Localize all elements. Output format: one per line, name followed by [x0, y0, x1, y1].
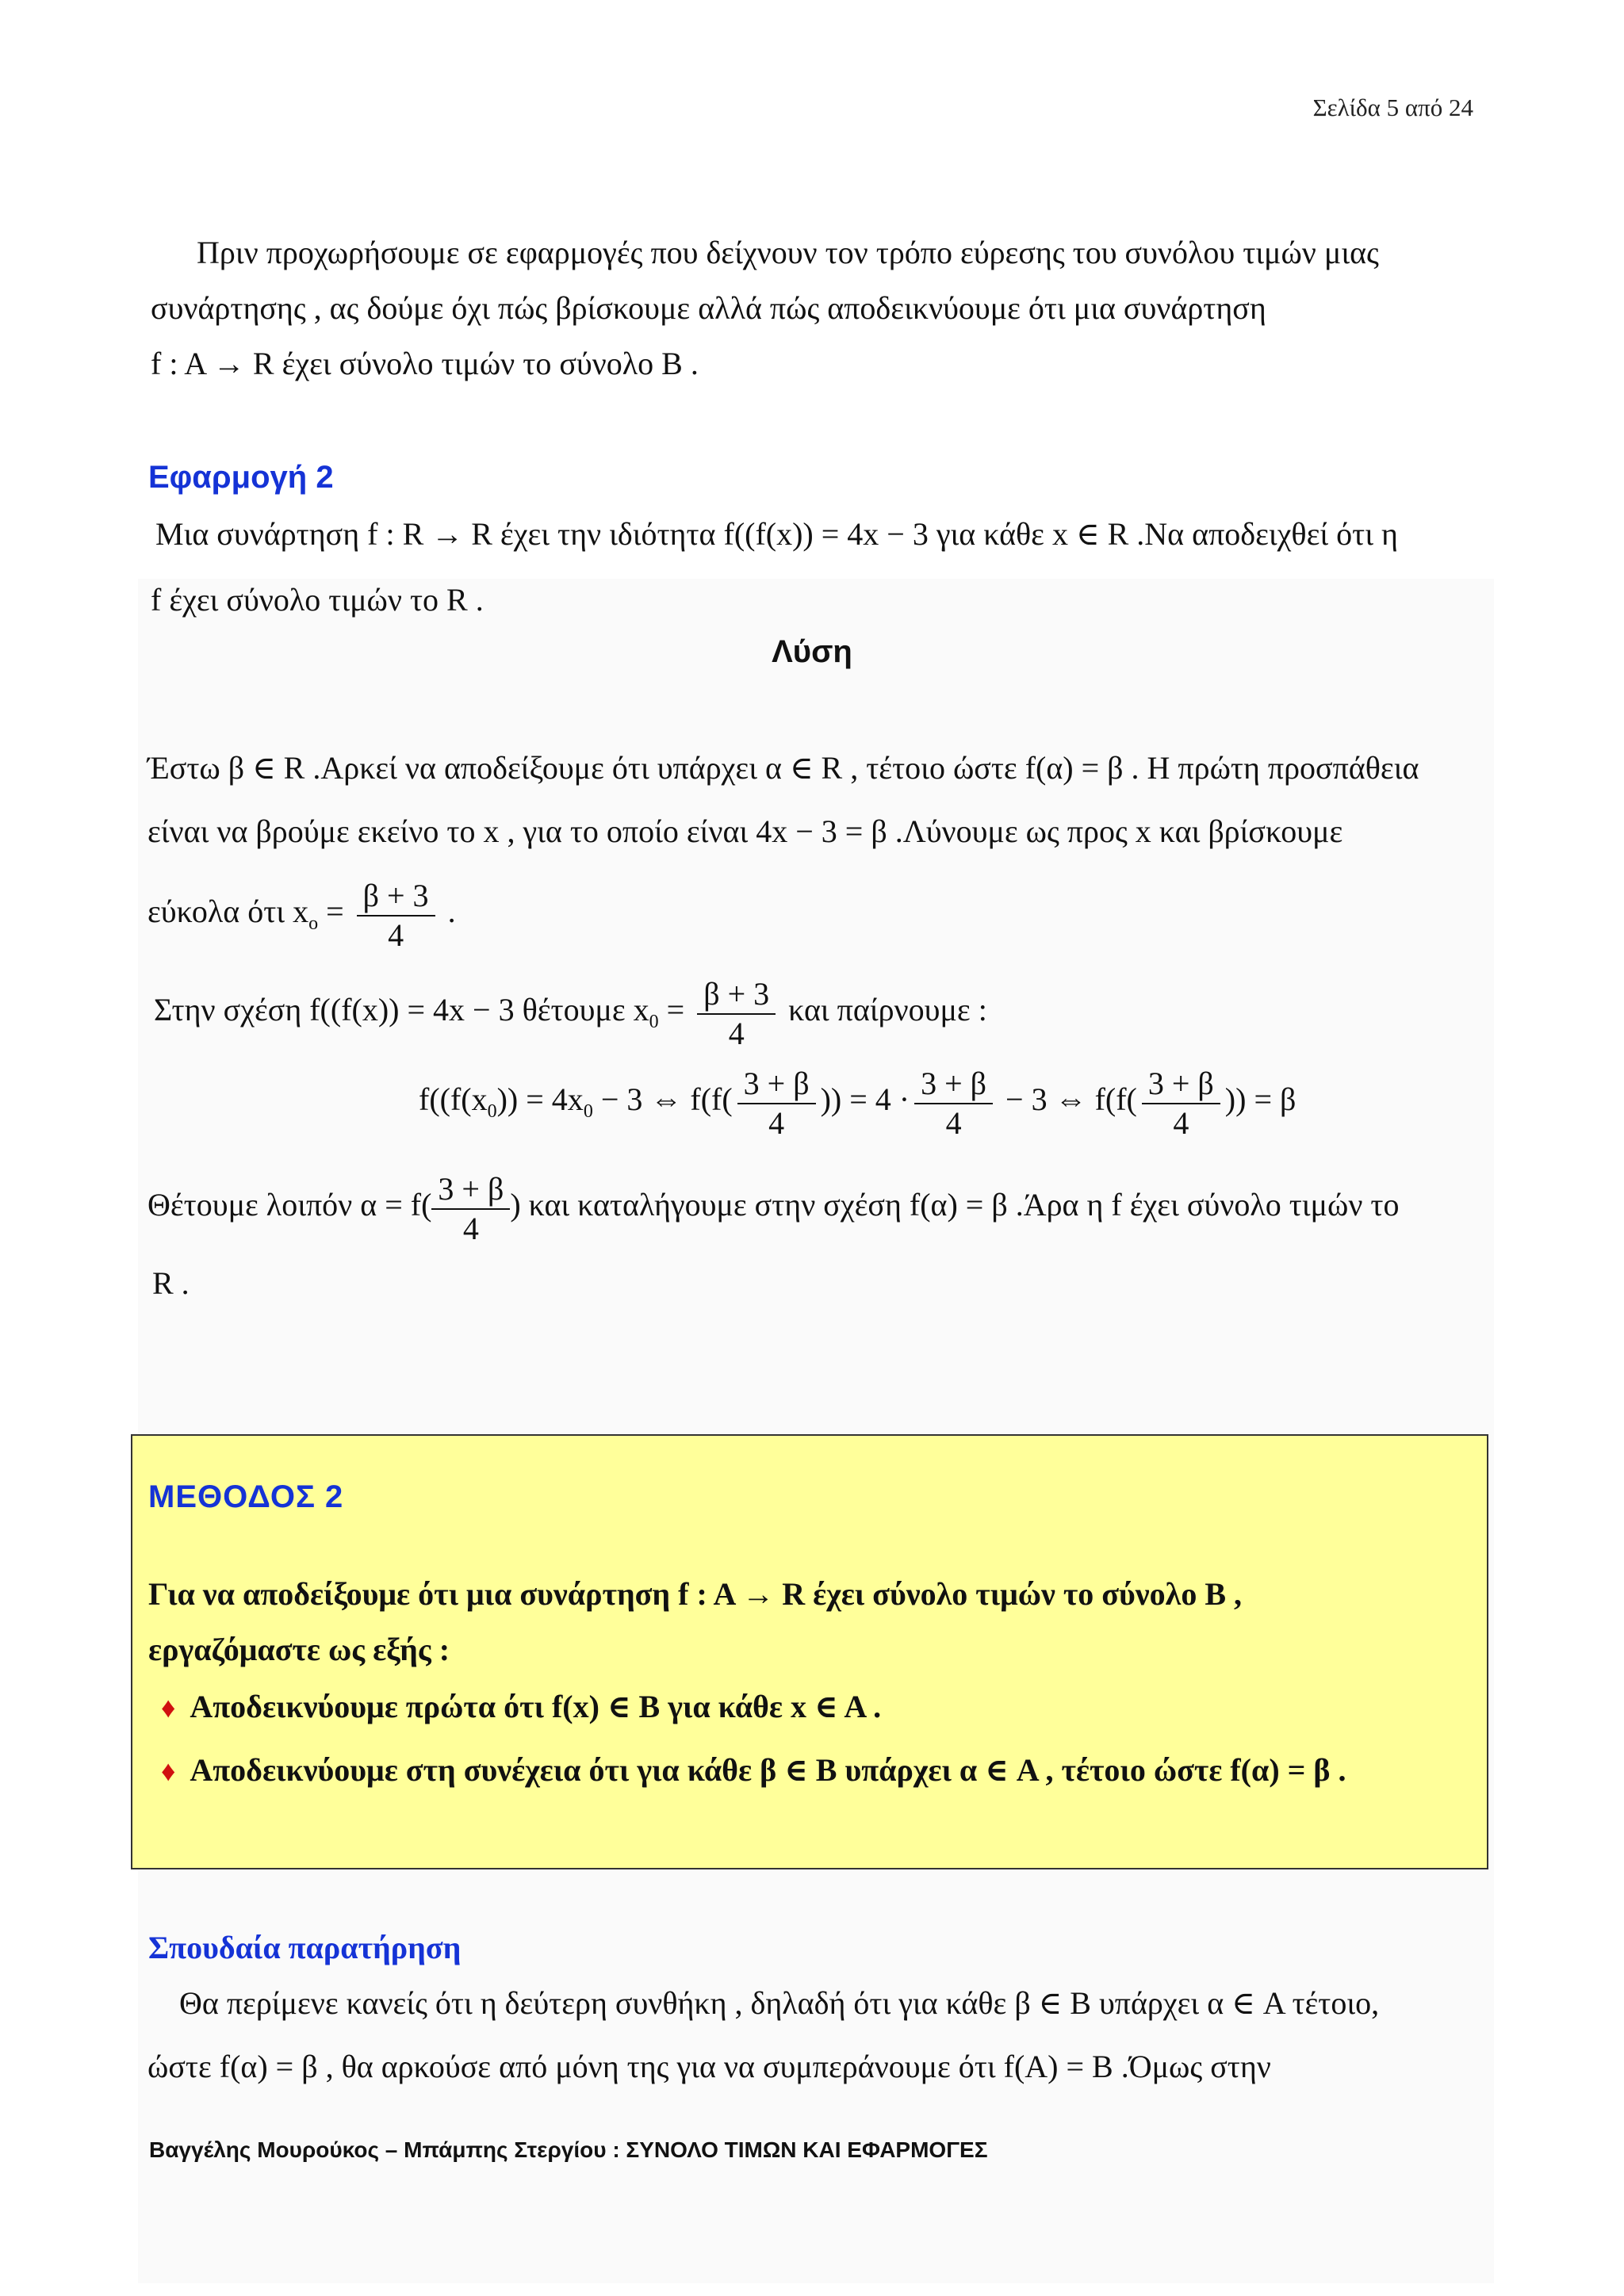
fraction-denominator: 4	[388, 917, 404, 953]
equation-subscript: 0	[583, 1101, 593, 1122]
fraction-denominator: 4	[728, 1016, 745, 1051]
solution-substitution-line	[154, 977, 987, 1051]
application-statement-b: f έχει σύνολο τιμών το R .	[151, 582, 484, 618]
intro-line-2: συνάρτησης , ας δούμε όχι πώς βρίσκουμε αλλά πώς αποδεικνύουμε ότι μια συνάρτηση	[151, 290, 1266, 326]
equation-part: − 3 ⇔ f(f(	[592, 1081, 733, 1117]
fraction-x0	[697, 977, 776, 1051]
x0-subscript: o	[308, 913, 319, 934]
bullet-text: Αποδεικνύουμε στη συνέχεια ότι για κάθε β ∈ B υπάρχει α ∈ A , τέτοιο ώστε f(α) = β .	[190, 1752, 1346, 1788]
fraction-numerator: β + 3	[357, 878, 435, 916]
equation-part: f((f(x	[419, 1081, 488, 1117]
solution-conclusion-line	[147, 1172, 1399, 1246]
application-statement-a: Μια συνάρτηση f : R → R έχει την ιδιότητα f((f(x)) = 4x − 3 για κάθε x ∈ R .Να αποδειχθεί ότι η	[155, 516, 1398, 552]
fraction-x0	[357, 878, 435, 953]
fraction-denominator: 4	[462, 1211, 479, 1246]
equals-sign: =	[658, 992, 693, 1027]
diamond-bullet-icon: ♦	[161, 1692, 176, 1724]
substitution-suffix: και παίρνουμε :	[788, 992, 987, 1027]
page-number: Σελίδα 5 από 24	[1312, 94, 1473, 121]
note-line-1: Θα περίμενε κανείς ότι η δεύτερη συνθήκη , δηλαδή ότι για κάθε β ∈ B υπάρχει α ∈ A τέτοιο,	[179, 1985, 1380, 2021]
fraction-numerator: 3 + β	[1142, 1066, 1220, 1104]
method-title: ΜΕΘΟΔΟΣ 2	[148, 1479, 344, 1514]
diamond-bullet-icon: ♦	[161, 1755, 176, 1787]
method-line-2: εργαζόμαστε ως εξής :	[148, 1632, 450, 1667]
intro-line-3: f : A → R έχει σύνολο τιμών το σύνολο B .	[151, 346, 699, 381]
equation-part: )) = β	[1224, 1081, 1297, 1117]
solution-line-1: Έστω β ∈ R .Αρκεί να αποδείξουμε ότι υπάρχει α ∈ R , τέτοιο ώστε f(α) = β . Η πρώτη προσπάθεια	[147, 750, 1419, 786]
fraction-denominator: 4	[1173, 1105, 1189, 1141]
bullet-text: Αποδεικνύουμε πρώτα ότι f(x) ∈ B για κάθε x ∈ A .	[190, 1689, 882, 1724]
equals-sign: =	[318, 894, 352, 929]
conclusion-prefix: Θέτουμε λοιπόν α = f(	[147, 1187, 432, 1223]
equation-part: )) = 4 ·	[820, 1081, 910, 1117]
x0-subscript: 0	[649, 1012, 659, 1032]
solution-title: Λύση	[772, 634, 852, 669]
fraction-numerator: 3 + β	[431, 1172, 510, 1210]
fraction-3-plus-beta	[1142, 1066, 1220, 1141]
fraction-3-plus-beta	[914, 1066, 993, 1141]
application-title: Εφαρμογή 2	[148, 460, 334, 495]
conclusion-suffix: ) και καταλήγουμε στην σχέση f(α) = β .Άρα η f έχει σύνολο τιμών το	[510, 1187, 1400, 1223]
fraction-3-plus-beta	[737, 1066, 816, 1141]
equation-part: − 3 ⇔ f(f(	[998, 1081, 1137, 1117]
solution-conclusion-end: R .	[152, 1265, 190, 1301]
sentence-end: .	[447, 894, 456, 929]
derived-equation	[419, 1066, 1296, 1141]
equation-part: )) = 4x	[496, 1081, 584, 1117]
equation-subscript: 0	[487, 1101, 497, 1122]
method-box	[131, 1434, 1488, 1869]
note-title: Σπουδαία παρατήρηση	[148, 1930, 462, 1965]
page-footer: Βαγγέλης Μουρούκος – Μπάμπης Στεργίου : ΣΥΝΟΛΟ ΤΙΜΩΝ ΚΑΙ ΕΦΑΡΜΟΓΕΣ	[149, 2137, 988, 2162]
intro-line-1: Πριν προχωρήσουμε σε εφαρμογές που δείχνουν τον τρόπο εύρεσης του συνόλου τιμών μιας	[197, 235, 1379, 270]
x0-label: εύκολα ότι x	[147, 894, 309, 929]
method-bullet-1	[161, 1688, 881, 1725]
fraction-denominator: 4	[945, 1105, 962, 1141]
fraction-numerator: 3 + β	[914, 1066, 993, 1104]
method-bullet-2	[161, 1751, 1346, 1789]
fraction-3-plus-beta	[431, 1172, 510, 1246]
fraction-numerator: 3 + β	[737, 1066, 816, 1104]
fraction-numerator: β + 3	[697, 977, 776, 1015]
solution-line-2: είναι να βρούμε εκείνο το x , για το οποίο είναι 4x − 3 = β .Λύνουμε ως προς x και βρίσκουμε	[147, 813, 1343, 849]
note-line-2: ώστε f(α) = β , θα αρκούσε από μόνη της για να συμπεράνουμε ότι f(A) = B .Όμως στην	[147, 2049, 1271, 2084]
substitution-text: Στην σχέση f((f(x)) = 4x − 3 θέτουμε x	[154, 992, 649, 1027]
method-line-1: Για να αποδείξουμε ότι μια συνάρτηση f : A → R έχει σύνολο τιμών το σύνολο B ,	[148, 1576, 1243, 1612]
fraction-denominator: 4	[768, 1105, 785, 1141]
solution-line-3	[147, 878, 456, 953]
